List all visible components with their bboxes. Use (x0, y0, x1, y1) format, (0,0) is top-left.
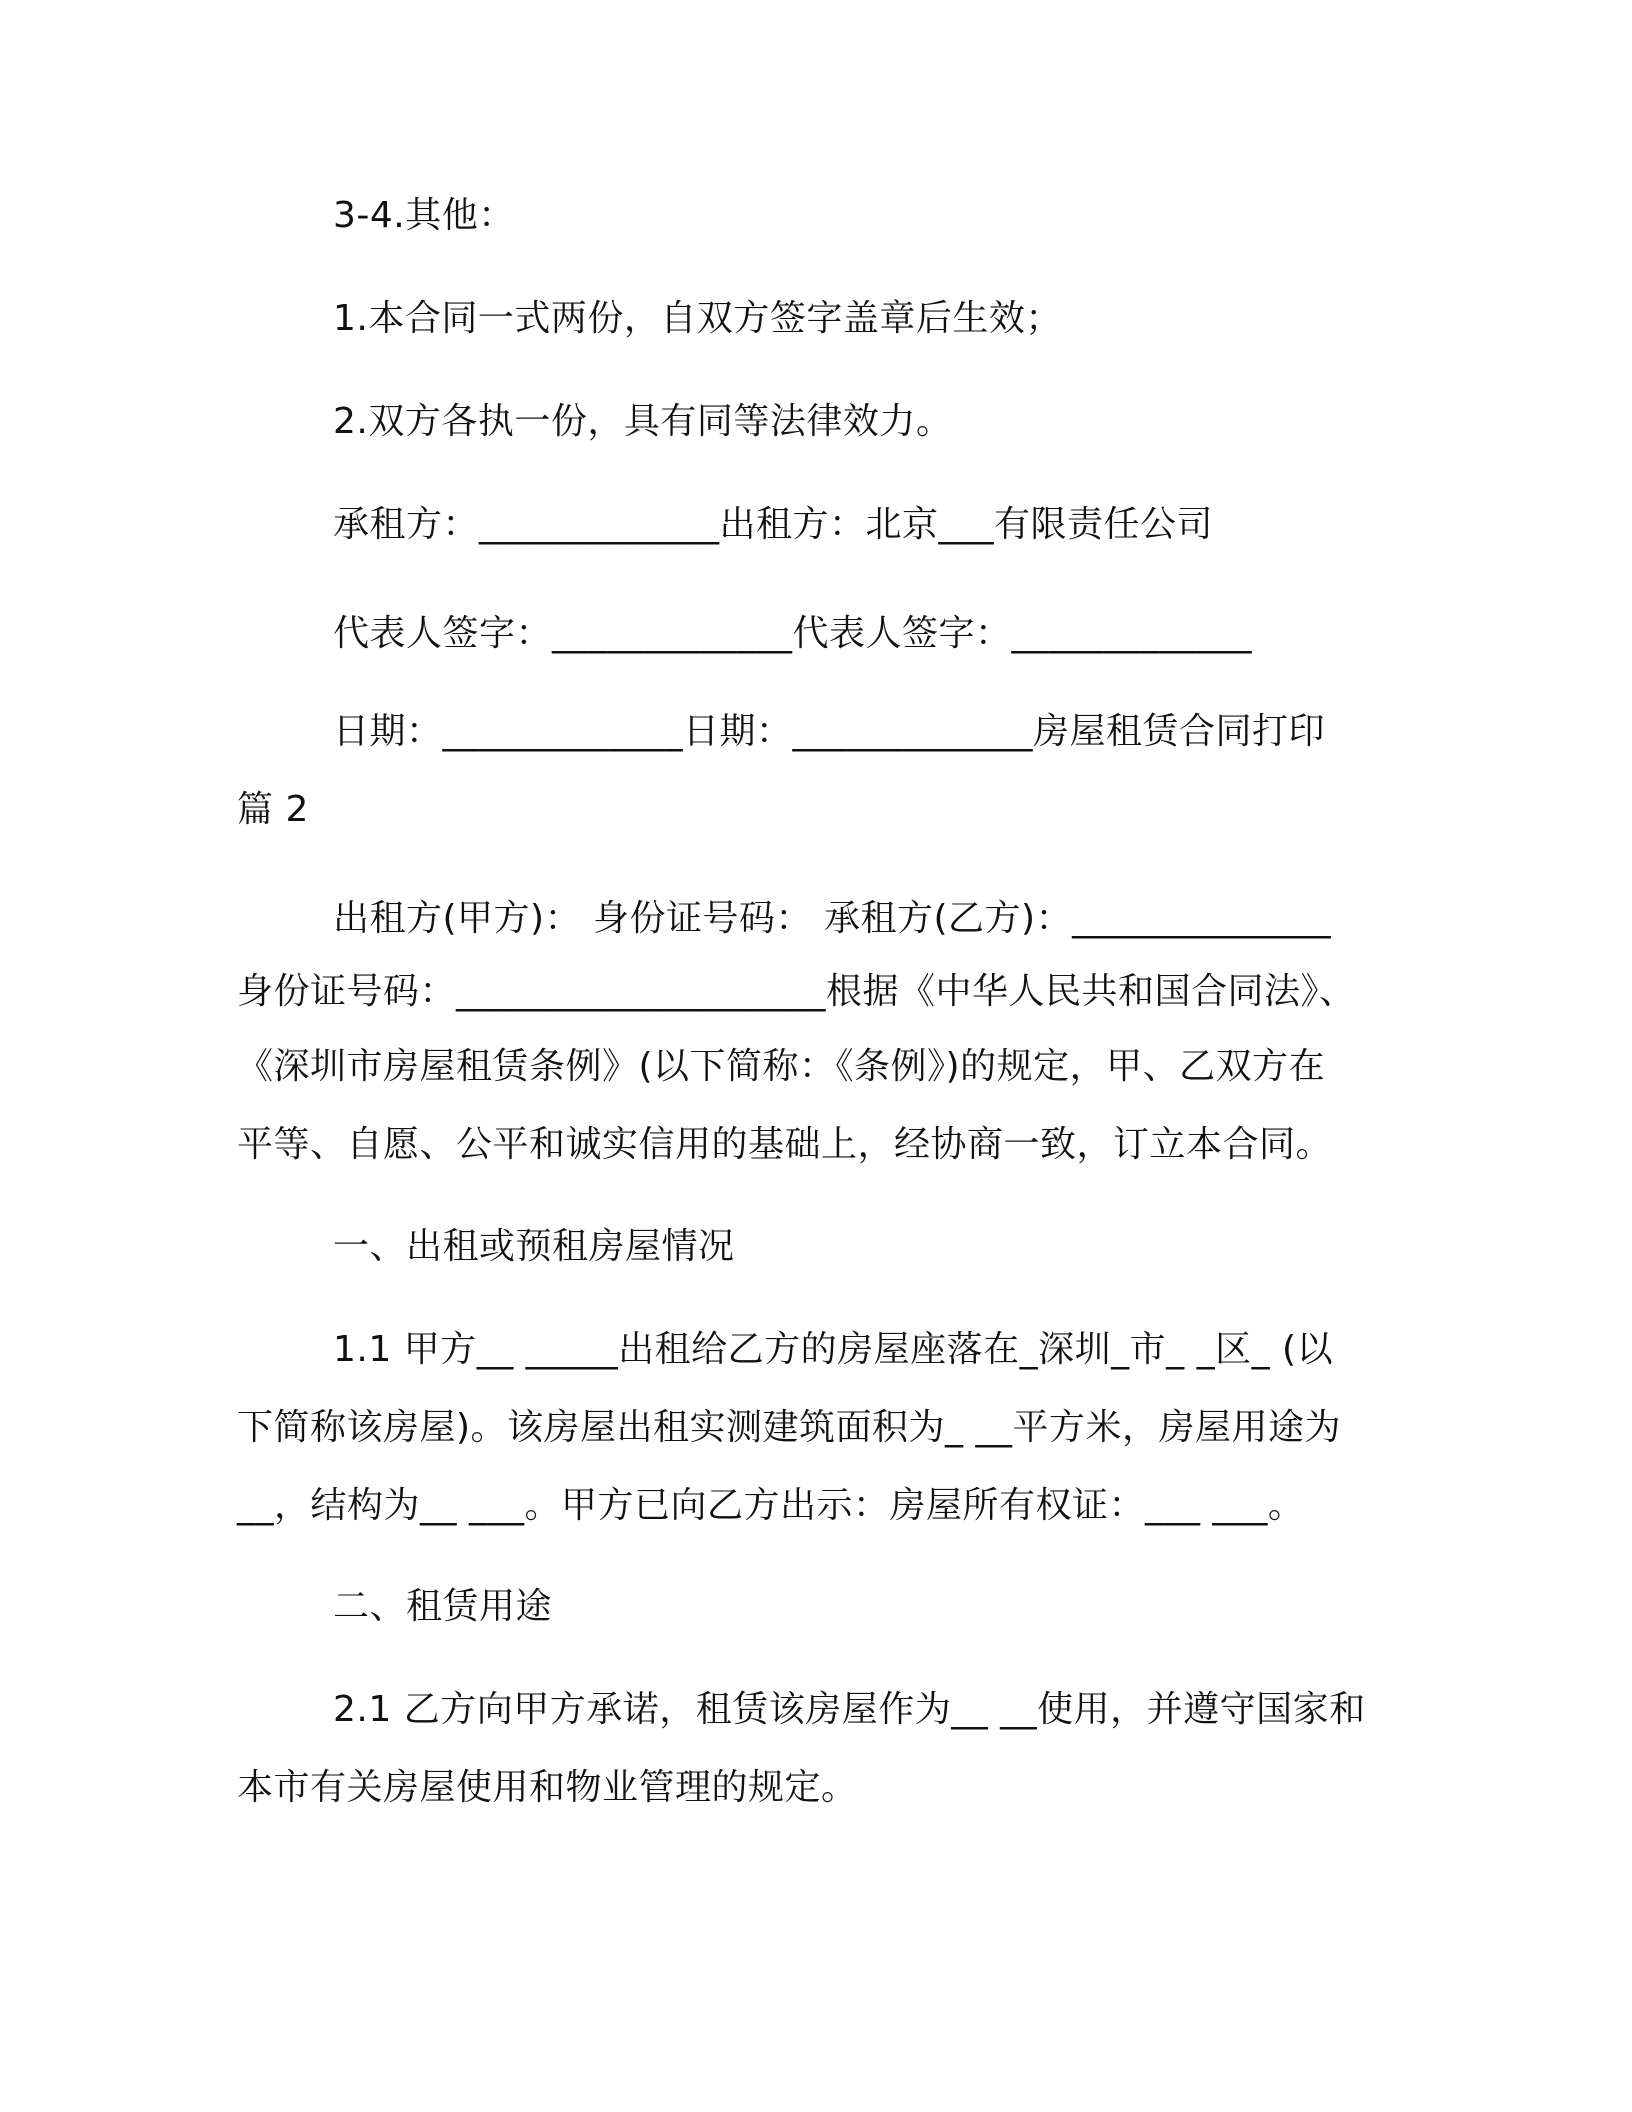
preamble-line-1: 身份证号码：____________________根据《中华人民共和国合同法》、 (237, 971, 1356, 1012)
clause-3-4-heading: 3-4.其他： (333, 195, 515, 236)
preamble-line-3: 平等、自愿、公平和诚实信用的基础上，经协商一致，订立本合同。 (237, 1124, 1333, 1165)
section-1-heading: 一、出租或预租房屋情况 (333, 1226, 735, 1267)
clause-3-4-item-2: 2.双方各执一份，具有同等法律效力。 (333, 401, 953, 442)
signature-parties-line: 承租方：_____________出租方：北京___有限责任公司 (333, 504, 1214, 545)
section-title-part-2: 篇 2 (237, 789, 309, 830)
parties-line: 出租方(甲方)： 身份证号码： 承租方(乙方)：______________ (333, 898, 1332, 939)
clause-2-1-line-1: 2.1 乙方向甲方承诺，租赁该房屋作为__ __使用，并遵守国家和 (333, 1689, 1366, 1730)
clause-2-1-line-2: 本市有关房屋使用和物业管理的规定。 (237, 1767, 858, 1808)
clause-1-1-line-3: __，结构为__ ___。甲方已向乙方出示：房屋所有权证：___ ___。 (237, 1485, 1305, 1526)
clause-1-1-line-1: 1.1 甲方__ _____出租给乙方的房屋座落在_深圳_市_ _区_ (以 (333, 1329, 1334, 1370)
clause-3-4-item-1: 1.本合同一式两份，自双方签字盖章后生效； (333, 298, 1062, 339)
clause-1-1-line-2: 下简称该房屋)。该房屋出租实测建筑面积为_ __平方米，房屋用途为 (237, 1407, 1341, 1448)
signature-date-line: 日期：_____________日期：_____________房屋租赁合同打印 (333, 711, 1326, 752)
signature-representative-line: 代表人签字：_____________代表人签字：_____________ (333, 613, 1253, 654)
preamble-line-2: 《深圳市房屋租赁条例》(以下简称：《条例》)的规定，甲、乙双方在 (237, 1046, 1326, 1087)
section-2-heading: 二、租赁用途 (333, 1586, 553, 1627)
